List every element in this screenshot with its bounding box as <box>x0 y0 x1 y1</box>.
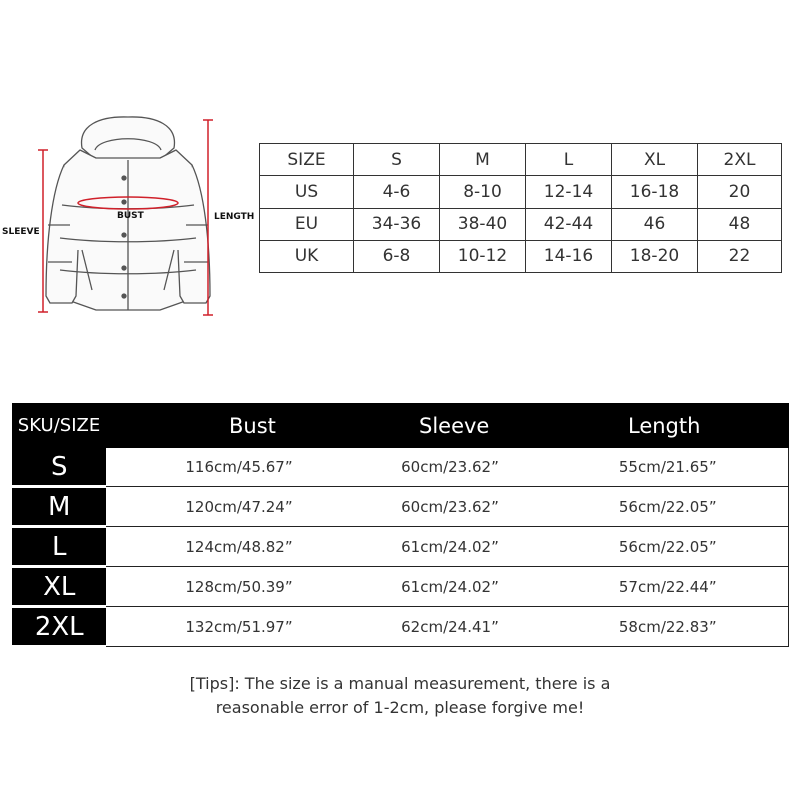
bust-label: BUST <box>117 211 144 221</box>
conversion-cell: 6-8 <box>354 240 440 272</box>
jacket-measurement-diagram <box>0 105 270 330</box>
tips-line-1: [Tips]: The size is a manual measurement, there is a <box>189 674 611 693</box>
conversion-cell: 20 <box>698 176 782 208</box>
sleeve-cell: 60cm/23.62” <box>333 448 528 487</box>
bust-cell: 124cm/48.82” <box>106 527 333 567</box>
sku-measurement-table <box>12 403 789 648</box>
conversion-header-cell: M <box>440 144 526 176</box>
conversion-cell: 48 <box>698 208 782 240</box>
conversion-cell: 12-14 <box>526 176 612 208</box>
conversion-header-row <box>260 144 782 176</box>
conversion-cell: US <box>260 176 354 208</box>
size-cell: M <box>13 487 106 527</box>
sleeve-cell: 62cm/24.41” <box>333 607 528 647</box>
bust-cell: 128cm/50.39” <box>106 567 333 607</box>
conversion-cell: 8-10 <box>440 176 526 208</box>
bust-cell: 120cm/47.24” <box>106 487 333 527</box>
sku-header-cell: Length <box>528 404 789 448</box>
conversion-cell: 22 <box>698 240 782 272</box>
size-cell: L <box>13 527 106 567</box>
bust-cell: 132cm/51.97” <box>106 607 333 647</box>
conversion-header-cell: SIZE <box>260 144 354 176</box>
table-row <box>13 527 789 567</box>
sleeve-cell: 61cm/24.02” <box>333 567 528 607</box>
conversion-row-eu <box>260 208 782 240</box>
sleeve-cell: 60cm/23.62” <box>333 487 528 527</box>
bust-cell: 116cm/45.67” <box>106 448 333 487</box>
tips-line-2: reasonable error of 1-2cm, please forgive me! <box>215 698 585 717</box>
conversion-row-us <box>260 176 782 208</box>
table-row <box>13 487 789 527</box>
sku-header-cell: Bust <box>106 404 333 448</box>
sku-header-cell: Sleeve <box>333 404 528 448</box>
table-row <box>13 448 789 487</box>
table-row <box>13 607 789 647</box>
sleeve-label: SLEEVE <box>2 227 40 237</box>
conversion-cell: 46 <box>612 208 698 240</box>
length-cell: 56cm/22.05” <box>528 527 789 567</box>
length-cell: 55cm/21.65” <box>528 448 789 487</box>
conversion-cell: 4-6 <box>354 176 440 208</box>
sku-header-row <box>13 404 789 448</box>
conversion-cell: 42-44 <box>526 208 612 240</box>
size-cell: 2XL <box>13 607 106 647</box>
conversion-cell: 10-12 <box>440 240 526 272</box>
size-cell: S <box>13 448 106 487</box>
sku-header-cell: SKU/SIZE <box>13 404 106 448</box>
size-conversion-table <box>259 143 782 273</box>
conversion-header-cell: XL <box>612 144 698 176</box>
conversion-cell: 18-20 <box>612 240 698 272</box>
length-cell: 57cm/22.44” <box>528 567 789 607</box>
tips-note <box>0 672 800 720</box>
conversion-cell: 38-40 <box>440 208 526 240</box>
size-cell: XL <box>13 567 106 607</box>
conversion-cell: EU <box>260 208 354 240</box>
conversion-cell: UK <box>260 240 354 272</box>
length-cell: 56cm/22.05” <box>528 487 789 527</box>
conversion-header-cell: L <box>526 144 612 176</box>
length-cell: 58cm/22.83” <box>528 607 789 647</box>
table-row <box>13 567 789 607</box>
sleeve-cell: 61cm/24.02” <box>333 527 528 567</box>
conversion-cell: 14-16 <box>526 240 612 272</box>
conversion-header-cell: 2XL <box>698 144 782 176</box>
conversion-header-cell: S <box>354 144 440 176</box>
conversion-cell: 34-36 <box>354 208 440 240</box>
conversion-cell: 16-18 <box>612 176 698 208</box>
conversion-row-uk <box>260 240 782 272</box>
length-label: LENGTH <box>214 212 255 222</box>
